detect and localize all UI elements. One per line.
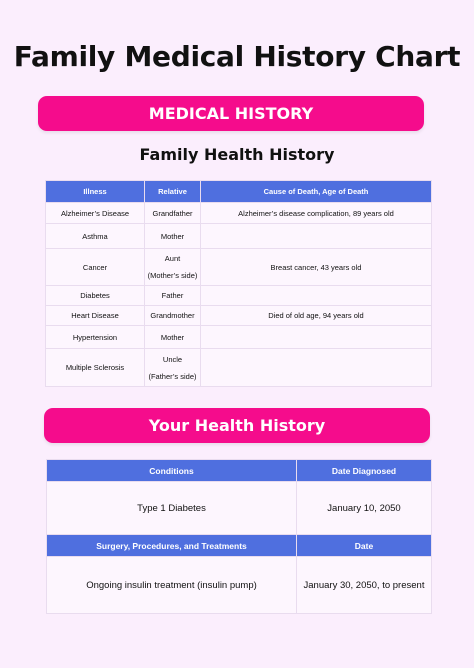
family-history-table — [45, 180, 432, 387]
illness-cell: Multiple Sclerosis — [46, 349, 145, 387]
cause-cell — [201, 286, 432, 306]
relative-cell: Grandmother — [145, 306, 201, 326]
surgery-header: Surgery, Procedures, and Treatments — [47, 535, 297, 557]
date-header: Date — [297, 535, 432, 557]
family-health-history-title: Family Health History — [139, 145, 335, 164]
treatment-date-cell: January 30, 2050, to present — [297, 557, 432, 614]
family-table-header-row — [46, 181, 432, 203]
condition-cell: Type 1 Diabetes — [47, 482, 297, 535]
treatment-cell: Ongoing insulin treatment (insulin pump) — [47, 557, 297, 614]
relative-line: Aunt — [164, 254, 181, 263]
table-row — [46, 203, 432, 224]
relative-cell: Father — [145, 286, 201, 306]
cause-cell: Alzheimer’s disease complication, 89 years old — [201, 203, 432, 224]
conditions-header: Conditions — [47, 460, 297, 482]
medical-history-banner: MEDICAL HISTORY — [38, 96, 424, 131]
relative-line: Uncle — [162, 354, 183, 364]
surgery-header-row — [47, 535, 432, 557]
page-title: Family Medical History Chart — [13, 40, 461, 73]
illness-header: Illness — [46, 181, 145, 203]
cause-cell: Breast cancer, 43 years old — [201, 249, 432, 286]
relative-header: Relative — [145, 181, 201, 203]
cause-cell — [201, 349, 432, 387]
table-row — [47, 482, 432, 535]
relative-cell: Grandfather — [145, 203, 201, 224]
conditions-header-row — [47, 460, 432, 482]
relative-cell: Mother — [145, 326, 201, 349]
table-row — [46, 286, 432, 306]
relative-cell — [145, 249, 201, 286]
illness-cell: Heart Disease — [46, 306, 145, 326]
illness-cell: Diabetes — [46, 286, 145, 306]
cause-cell: Died of old age, 94 years old — [201, 306, 432, 326]
table-row — [47, 557, 432, 614]
table-row — [46, 306, 432, 326]
relative-side-note: (Father’s side) — [148, 371, 197, 381]
illness-cell: Alzheimer’s Disease — [46, 203, 145, 224]
date-diagnosed-header: Date Diagnosed — [297, 460, 432, 482]
illness-cell: Hypertension — [46, 326, 145, 349]
cause-header: Cause of Death, Age of Death — [201, 181, 432, 203]
table-row — [46, 224, 432, 249]
table-row — [46, 349, 432, 387]
table-row — [46, 326, 432, 349]
your-health-history-banner: Your Health History — [44, 408, 430, 443]
table-row — [46, 249, 432, 286]
relative-cell — [145, 349, 201, 387]
cause-cell — [201, 326, 432, 349]
relative-cell: Mother — [145, 224, 201, 249]
cause-cell — [201, 224, 432, 249]
relative-side-note: (Mother’s side) — [147, 271, 198, 280]
illness-cell: Asthma — [46, 224, 145, 249]
illness-cell: Cancer — [46, 249, 145, 286]
your-health-table — [46, 459, 432, 614]
date-diagnosed-cell: January 10, 2050 — [297, 482, 432, 535]
